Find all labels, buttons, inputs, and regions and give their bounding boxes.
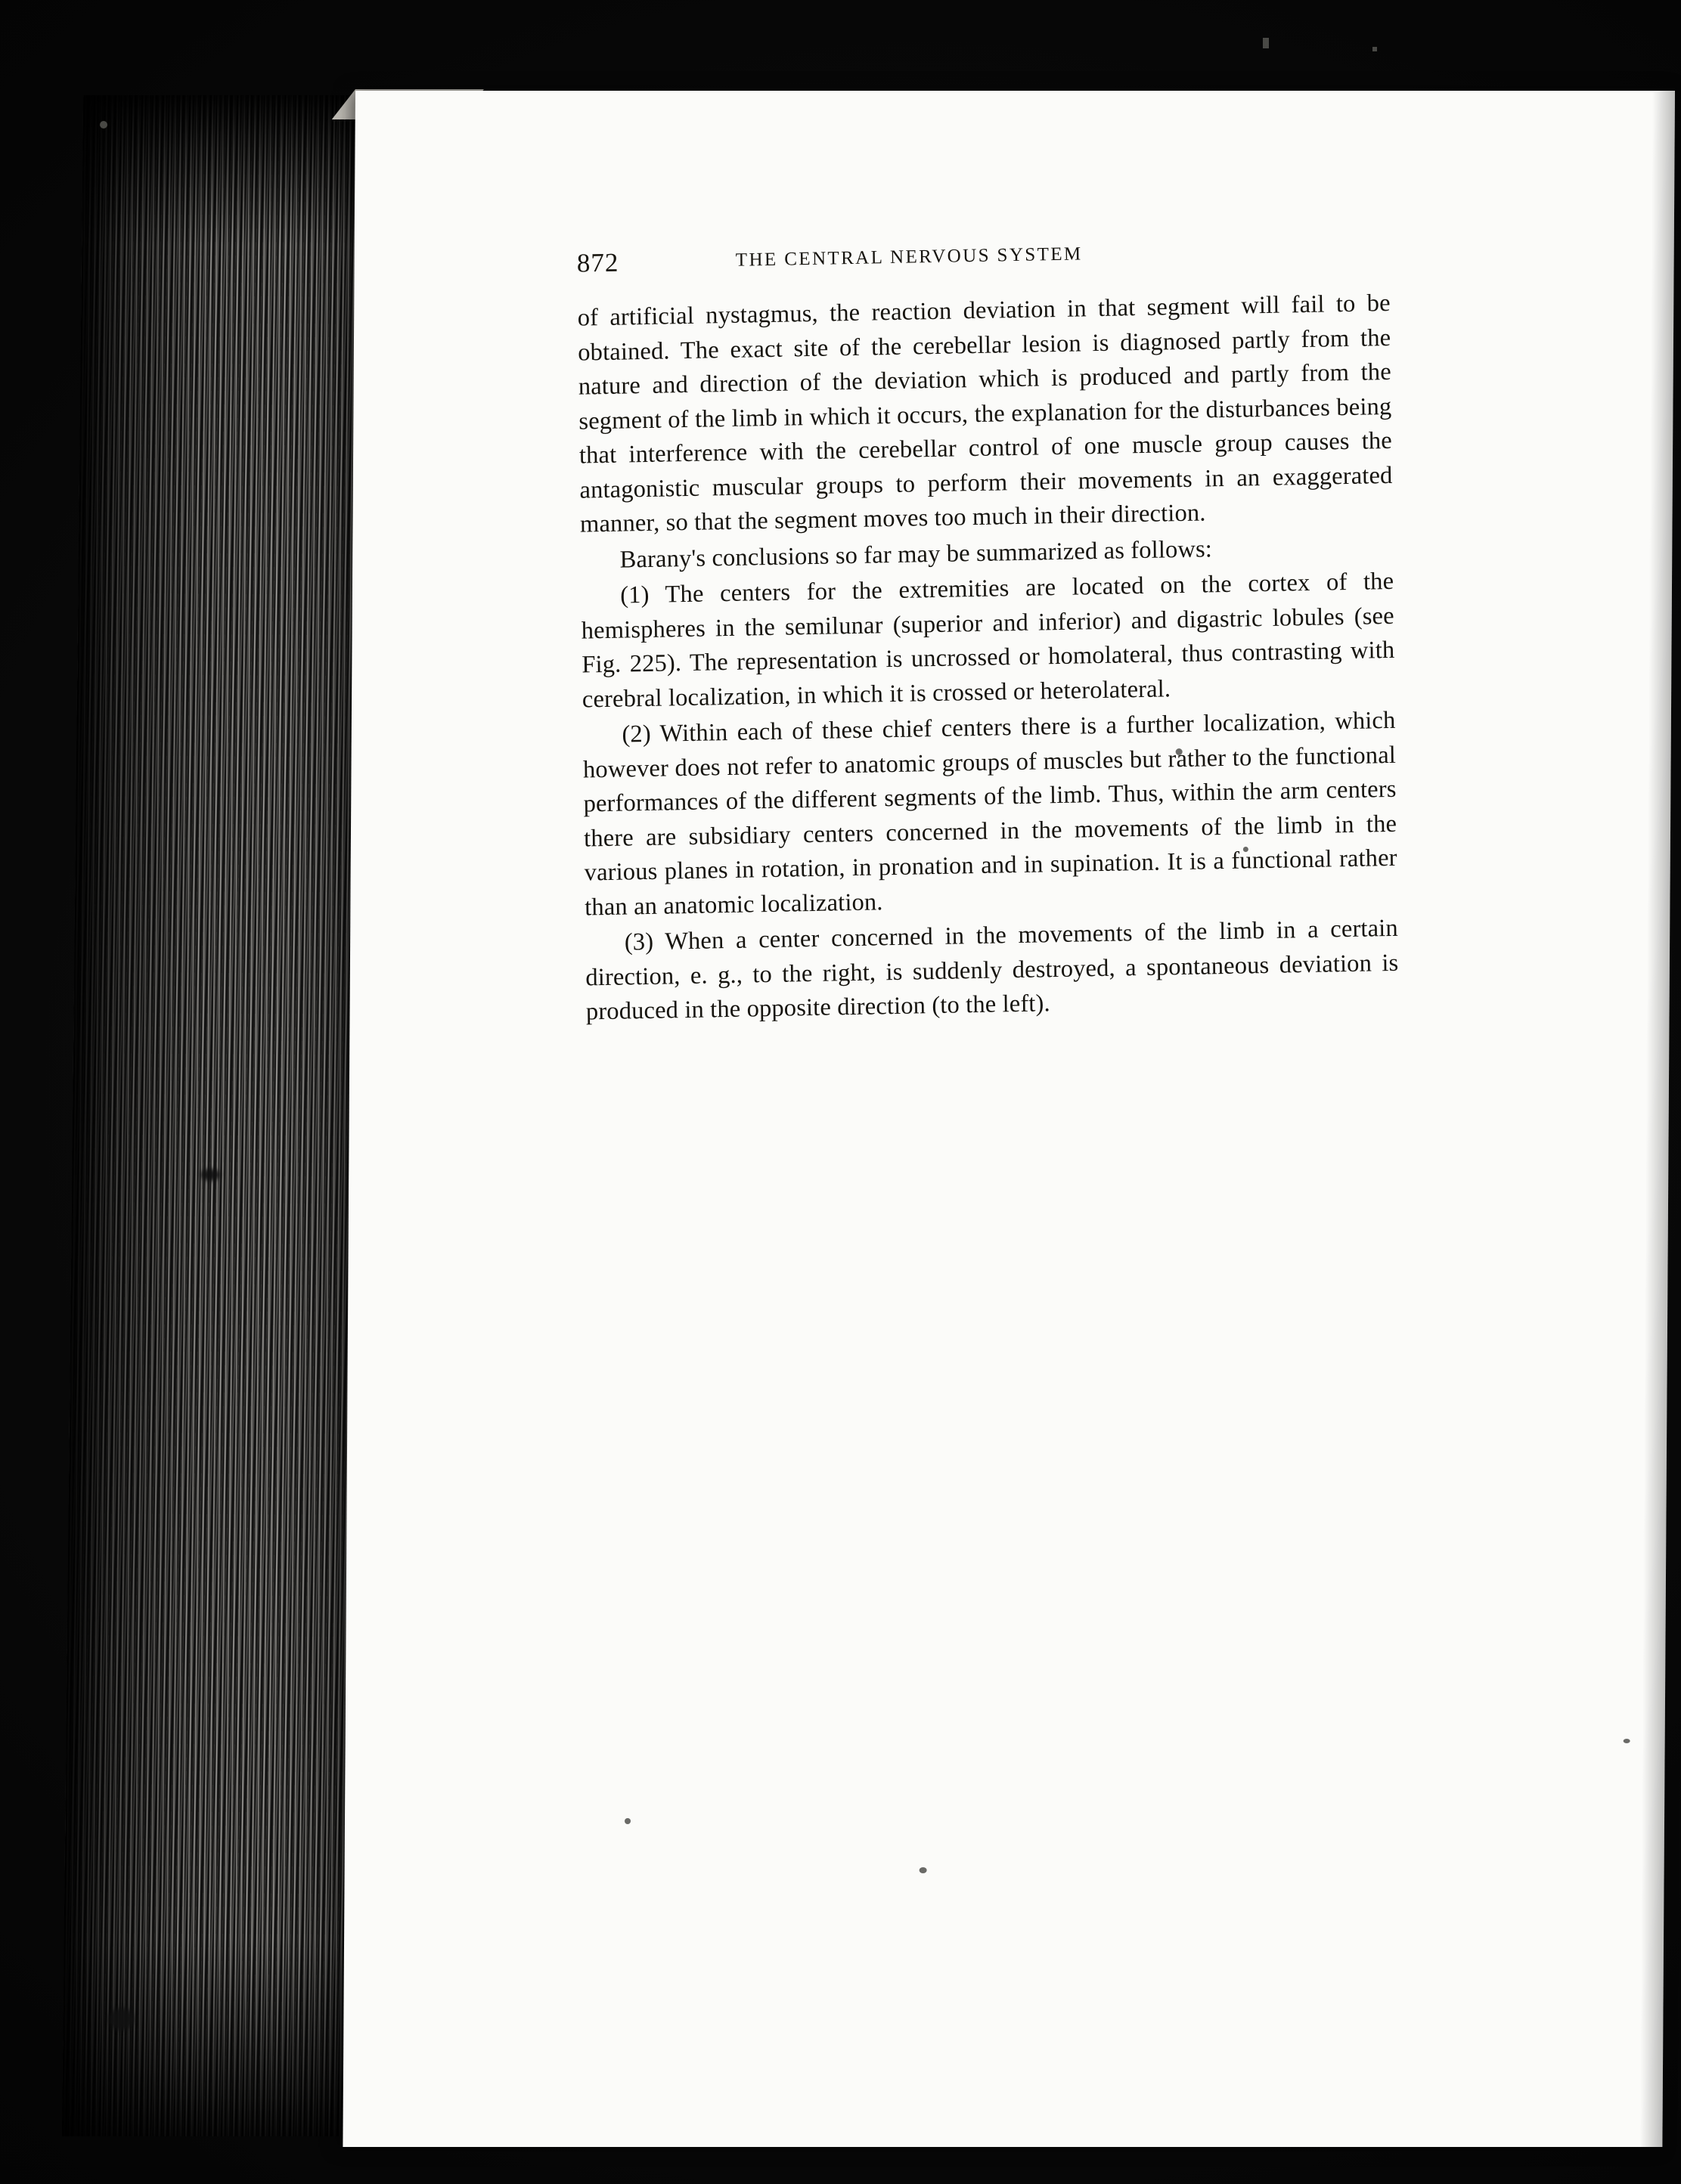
paragraph-barany-intro: Barany's conclusions so far may be summarized as follows: (619, 534, 1213, 574)
gutter-shadow (62, 95, 382, 2136)
paper-speck (920, 1867, 927, 1873)
paragraph-continued: of artificial nystagmus, the reaction deviation in that segment will fail to be obtained. The exact site of the cerebellar lesion is diagnosed partly from the nature and direction of the deviation which is produced and partly from the segment of the limb in which it occurs, the explanation for the disturbances being that interference with the cerebellar control of one muscle group causes the antagonistic muscular groups to perform their movements in an exaggerated manner, so that the segment moves too much in their direction. (577, 289, 1393, 538)
background-speck (1263, 38, 1269, 48)
paper-speck (625, 1818, 631, 1824)
paragraph-conclusion-3: (3) When a center concerned in the movements of the limb in a certain direction, e. g., to the right, is suddenly destroyed, a spontaneous deviation is produced in the opposite direction (to the left). (585, 914, 1399, 1026)
gutter-bottom-fade (62, 1940, 363, 2136)
running-head-title: THE CENTRAL NERVOUS SYSTEM (735, 243, 1083, 271)
background-speck (100, 121, 107, 129)
paper-speck (1624, 1739, 1630, 1743)
page-number: 872 (576, 247, 619, 278)
gutter-blot (108, 2008, 134, 2031)
gutter-blot (200, 1169, 220, 1181)
book-gutter (62, 95, 382, 2136)
paper-sheet (343, 91, 1675, 2147)
background-speck (1372, 47, 1377, 51)
text-block (577, 231, 1400, 1031)
paragraph-conclusion-2: (2) Within each of these chief centers there is a further localization, which however does not refer to anatomic groups of muscles but rather to the functional performances of the different segments of the limb. Thus, within the arm centers there are subsidiary centers concerned in the movements of the limb in the various planes in rotation, in pronation and in supination. It is a functional rather than an anatomic localization. (582, 706, 1397, 922)
running-head (577, 231, 1391, 280)
paragraph-conclusion-1: (1) The centers for the extremities are located on the cortex of the hemispheres in the semilunar (superior and inferior) and digastric lobules (see Fig. 225). The representation is uncrossed or homolateral, thus contrasting with cerebral localization, in which it is crossed or heterolateral. (581, 567, 1395, 714)
